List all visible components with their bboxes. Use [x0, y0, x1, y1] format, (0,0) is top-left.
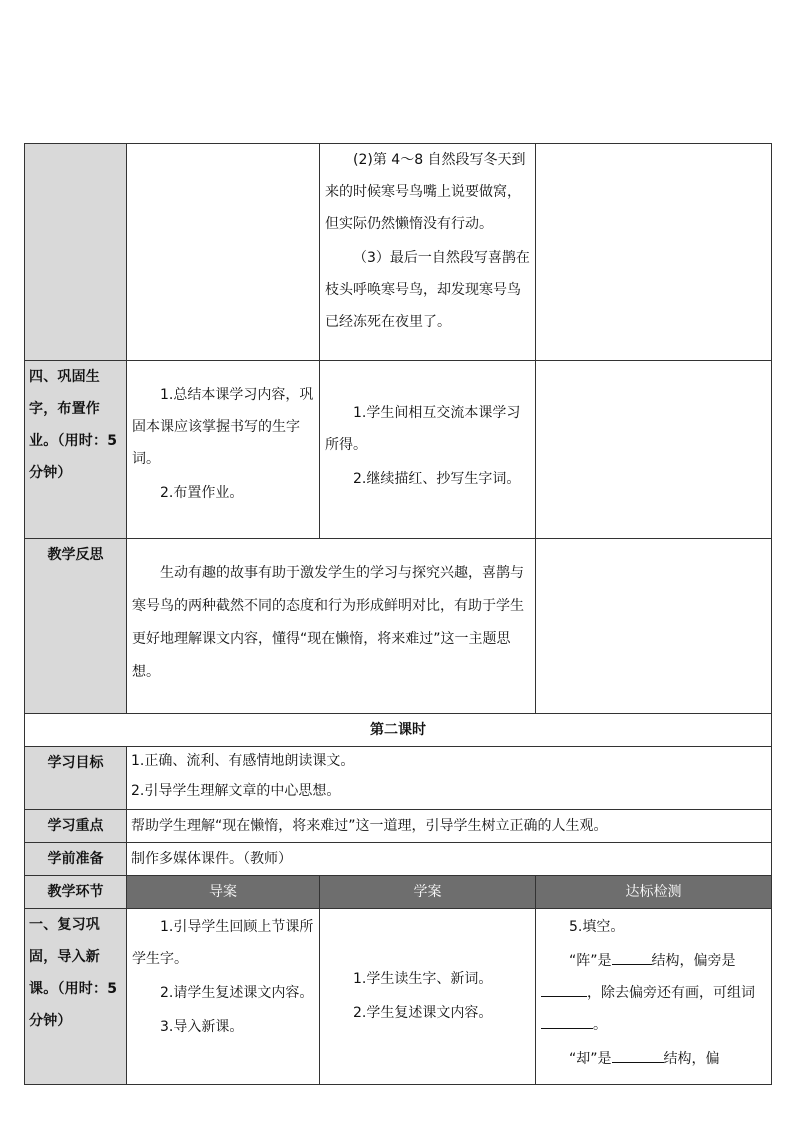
goals-label: 学习目标 [25, 747, 127, 810]
answer-blank[interactable] [541, 980, 587, 997]
row-homework-guide [127, 361, 320, 539]
answer-blank[interactable] [541, 1012, 593, 1029]
row-review-study [320, 909, 536, 1085]
goal-item: 1.正确、流利、有感情地朗读课文。 [131, 753, 355, 769]
reflection-text: 生动有趣的故事有助于激发学生的学习与探究兴趣，喜鹊与寒号鸟的两种截然不同的态度和行为形成鲜明对比，有助于学生更好地理解课文内容，懂得“现在懒惰，将来难过”这一主题思想。 [132, 565, 524, 680]
study-item: 2.学生复述课文内容。 [353, 1004, 493, 1021]
reflection-empty [536, 539, 772, 714]
row-review [25, 909, 772, 1085]
lesson-plan-table [24, 143, 772, 1085]
row-headers [25, 876, 772, 909]
guide-item: 2.请学生复述课文内容。 [160, 985, 314, 1001]
guide-item: 2.布置作业。 [160, 485, 244, 501]
focus-label: 学习重点 [25, 810, 127, 843]
row-homework [25, 361, 772, 539]
row-continuation-study [320, 144, 536, 361]
row-goals [25, 747, 772, 810]
row-homework-study [320, 361, 536, 539]
prep-label: 学前准备 [25, 843, 127, 876]
row-reflection [25, 539, 772, 714]
guide-item: 1.总结本课学习内容，巩固本课应该掌握书写的生字词。 [132, 387, 314, 467]
answer-blank[interactable] [612, 1046, 664, 1063]
row-homework-label: 四、巩固生字，布置作业。（用时：5 分钟） [25, 361, 127, 539]
row-section-title [25, 714, 772, 747]
header-stage: 教学环节 [25, 876, 127, 909]
check-fill-que: “却”是 结构，偏 [541, 1043, 767, 1075]
check-fill-zhen: “阵”是 结构，偏旁是，除去偏旁还有画，可组词。 [541, 945, 767, 1041]
row-review-check [536, 909, 772, 1085]
header-guide: 导案 [127, 876, 320, 909]
study-item: 1.学生读生字、新词。 [353, 970, 493, 987]
goal-item: 2.引导学生理解文章的中心思想。 [131, 783, 341, 799]
row-homework-check [536, 361, 772, 539]
row-continuation-guide [127, 144, 320, 361]
row-prep [25, 843, 772, 876]
guide-item: 1.引导学生回顾上节课所学生字。 [132, 919, 314, 967]
study-paragraph: (2)第 4～8 自然段写冬天到来的时候寒号鸟嘴上说要做窝，但实际仍然懒惰没有行动。 [325, 152, 526, 232]
row-review-label: 一、复习巩固，导入新课。（用时：5 分钟） [25, 909, 127, 1085]
study-paragraph: （3）最后一自然段写喜鹊在枝头呼唤寒号鸟，却发现寒号鸟已经冻死在夜里了。 [325, 250, 530, 330]
row-continuation [25, 144, 772, 361]
study-item: 1.学生间相互交流本课学习所得。 [325, 405, 521, 453]
reflection-label: 教学反思 [25, 539, 127, 714]
study-item: 2.继续描红、抄写生字词。 [353, 471, 521, 487]
section-title: 第二课时 [25, 714, 772, 747]
goals-cell [127, 747, 772, 810]
guide-item: 3.导入新课。 [160, 1019, 244, 1035]
row-continuation-check [536, 144, 772, 361]
answer-blank[interactable] [612, 948, 652, 965]
prep-text: 制作多媒体课件。（教师） [127, 843, 772, 876]
row-continuation-label [25, 144, 127, 361]
row-focus [25, 810, 772, 843]
reflection-text-cell [127, 539, 536, 714]
header-check: 达标检测 [536, 876, 772, 909]
row-review-guide [127, 909, 320, 1085]
focus-text: 帮助学生理解“现在懒惰，将来难过”这一道理，引导学生树立正确的人生观。 [127, 810, 772, 843]
check-question: 5.填空。 [569, 919, 625, 935]
header-study: 学案 [320, 876, 536, 909]
